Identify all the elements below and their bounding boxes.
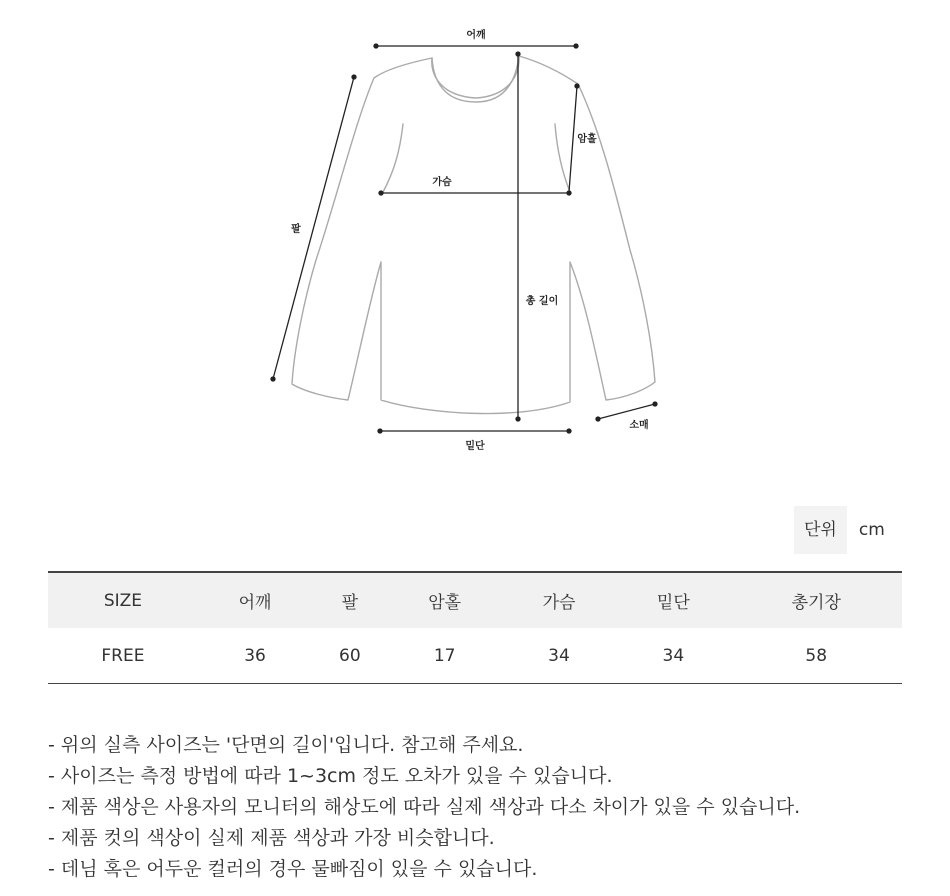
label-hem: 밑단 — [465, 441, 485, 452]
table-row — [48, 628, 902, 684]
cell-hem: 34 — [662, 645, 685, 666]
cell-chest: 34 — [548, 645, 570, 666]
header-chest: 가슴 — [542, 593, 576, 613]
label-armhole: 암홀 — [577, 134, 597, 145]
header-hem: 밑단 — [656, 593, 690, 613]
header-armhole: 암홀 — [428, 593, 462, 613]
notes-list — [48, 730, 938, 885]
label-sleeve: 팔 — [291, 224, 301, 235]
label-chest: 가슴 — [432, 177, 452, 188]
cell-sleeve: 60 — [339, 645, 361, 666]
note-item: - 사이즈는 측정 방법에 따라 1~3cm 정도 오차가 있을 수 있습니다. — [48, 765, 613, 787]
measurement-lines — [271, 44, 657, 433]
unit-label: 단위 — [794, 506, 847, 554]
note-item: - 데님 혹은 어두운 컬러의 경우 물빠짐이 있을 수 있습니다. — [48, 858, 538, 880]
note-item: - 제품 색상은 사용자의 모니터의 해상도에 따라 실제 색상과 다소 차이가 있을 수 있습니다. — [48, 796, 801, 818]
cell-size: FREE — [101, 645, 145, 666]
label-shoulder: 어깨 — [466, 30, 486, 41]
label-total-length: 총 길이 — [525, 296, 559, 307]
label-cuff: 소매 — [629, 420, 649, 431]
cell-total-length: 58 — [805, 645, 828, 666]
garment-outline — [292, 56, 655, 414]
table-header-row — [48, 572, 902, 628]
note-item: - 위의 실측 사이즈는 '단면의 길이'입니다. 참고해 주세요. — [48, 734, 524, 756]
header-shoulder: 어깨 — [238, 593, 272, 613]
unit-indicator — [794, 506, 885, 554]
header-total-length: 총기장 — [791, 593, 841, 613]
size-table — [48, 571, 902, 684]
header-sleeve: 팔 — [341, 593, 359, 613]
note-item: - 제품 컷의 색상이 실제 제품 색상과 가장 비슷합니다. — [48, 827, 495, 849]
cell-armhole: 17 — [433, 645, 456, 666]
unit-value: cm — [858, 520, 885, 540]
cell-shoulder: 36 — [244, 645, 266, 666]
header-size: SIZE — [103, 590, 143, 611]
